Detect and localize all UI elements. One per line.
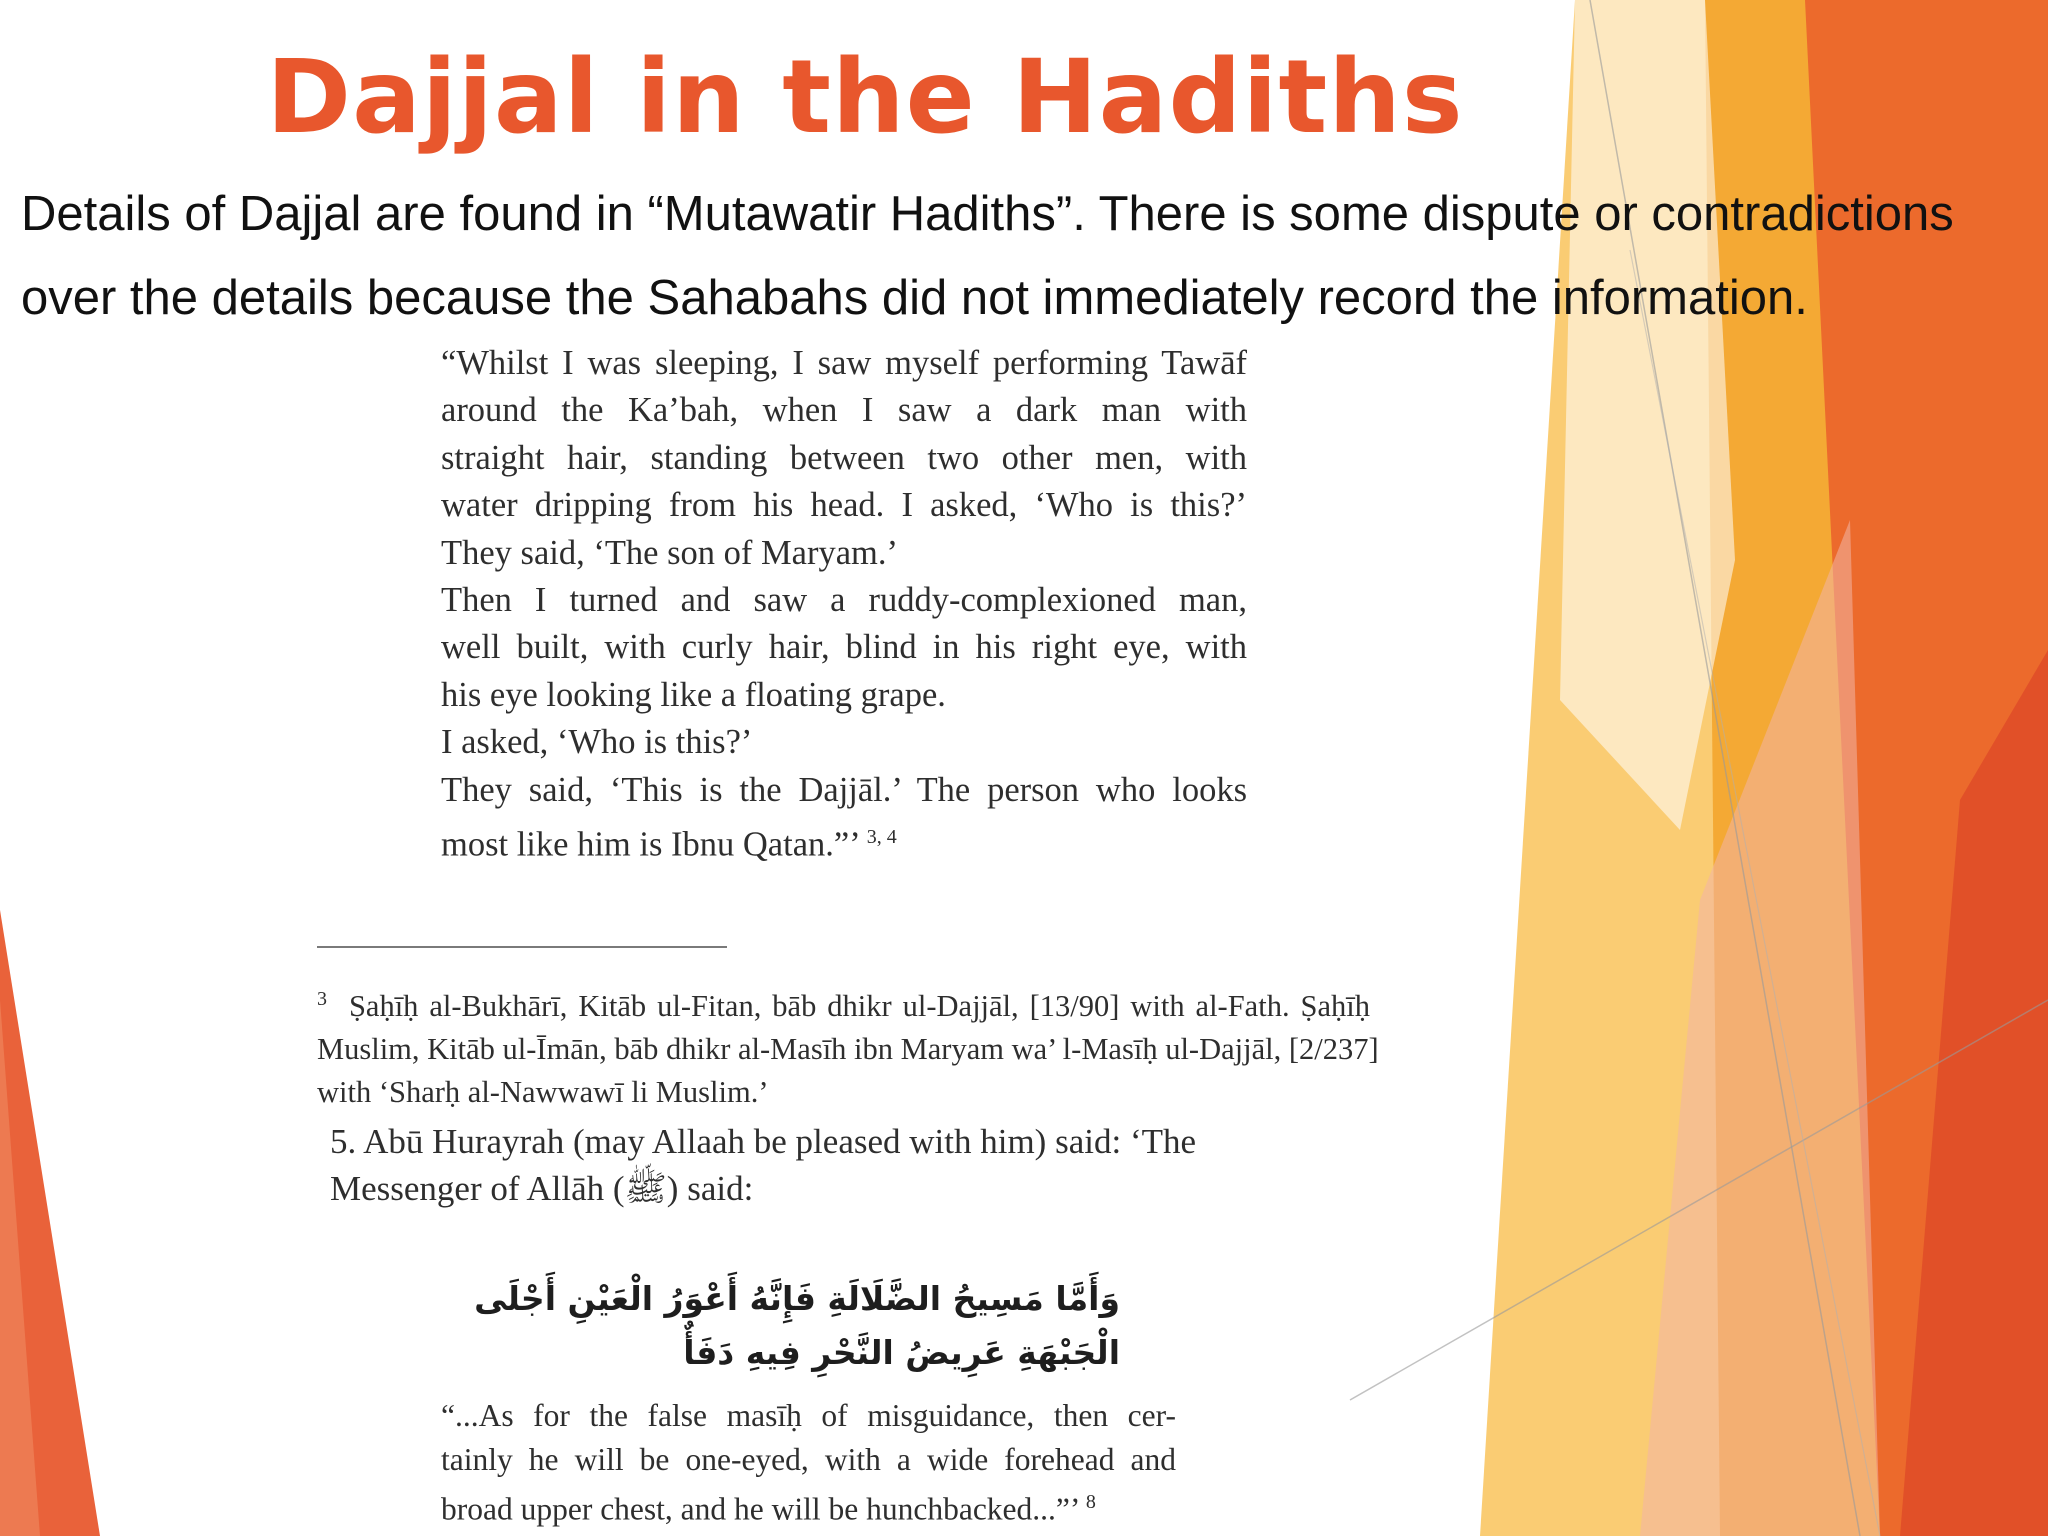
- arabic-line: وَأَمَّا مَسِيحُ الضَّلَالَةِ فَإِنَّهُ أَعْوَرُ الْعَيْنِ أَجْلَى: [474, 1279, 1120, 1318]
- quote-line: his eye looking like a floating grape.: [441, 675, 946, 714]
- hadith-5-line: 5. Abū Hurayrah (may Allaah be pleased with him) said: ‘The: [330, 1122, 1197, 1161]
- intro-line-1: Details of Dajjal are found in “Mutawatir Hadiths”. There is some dispute or contradictions: [21, 187, 1954, 241]
- translation-line-last: [441, 1481, 1176, 1531]
- quote-line: “Whilst I was sleeping, I saw myself performing Tawāf: [441, 344, 1247, 382]
- quote-line: They said, ‘This is the Dajjāl.’ The person who looks: [441, 770, 1247, 809]
- footnote-divider: [317, 946, 727, 948]
- quote-line: around the Ka’bah, when I saw a dark man with: [441, 391, 1247, 430]
- slide-title: Dajjal in the Hadiths: [266, 38, 1464, 157]
- footnote-line: Muslim, Kitāb ul-Īmān, bāb dhikr al-Masīh ibn Maryam wa’ l-Masīḥ ul-Dajjāl, [2/237]: [317, 1032, 1379, 1067]
- quote-line: I asked, ‘Who is this?’: [441, 723, 753, 762]
- hadith-5-translation: [441, 1394, 1176, 1531]
- footnote: [317, 978, 1379, 1114]
- quote-line: straight hair, standing between two other men, with: [441, 438, 1247, 477]
- quote-line-last: [441, 814, 1247, 869]
- footnote-line: with ‘Sharḥ al-Nawwawī li Muslim.’: [317, 1075, 769, 1110]
- translation-line: tainly he will be one-eyed, with a wide forehead and: [441, 1441, 1176, 1477]
- translation-footnote-ref: 8: [1085, 1491, 1096, 1513]
- quote-line: They said, ‘The son of Maryam.’: [441, 533, 898, 572]
- arabic-line: الْجَبْهَةِ عَرِيضُ النَّحْرِ فِيهِ دَفَأٌ: [683, 1333, 1120, 1372]
- quote-line: Then I turned and saw a ruddy-complexioned man,: [441, 581, 1247, 620]
- intro-paragraph: [21, 172, 2048, 340]
- footnote-marker: 3: [317, 988, 327, 1010]
- quote-footnote-refs: 3, 4: [866, 826, 897, 849]
- hadith-quote: [441, 340, 1247, 869]
- translation-last-text: broad upper chest, and he will be hunchbacked...”’: [441, 1491, 1079, 1527]
- footnote-line: [317, 978, 1370, 1028]
- quote-last-text: most like him is Ibnu Qatan.”’: [441, 825, 859, 864]
- hadith-5-intro: [330, 1118, 1290, 1212]
- quote-line: water dripping from his head. I asked, ‘Who is this?’: [441, 486, 1247, 525]
- quote-line: well built, with curly hair, blind in his right eye, with: [441, 628, 1247, 667]
- arabic-text: [474, 1272, 1120, 1380]
- intro-line-2: over the details because the Sahabahs did not immediately record the information.: [21, 271, 1808, 325]
- translation-line: “...As for the false masīḥ of misguidance, then cer-: [441, 1398, 1176, 1433]
- hadith-5-line: Messenger of Allāh (ﷺ) said:: [330, 1169, 754, 1208]
- footnote-line-1-text: Ṣaḥīḥ al-Bukhārī, Kitāb ul-Fitan, bāb dhikr ul-Dajjāl, [13/90] with al-Fath. Ṣaḥīḥ: [348, 989, 1371, 1024]
